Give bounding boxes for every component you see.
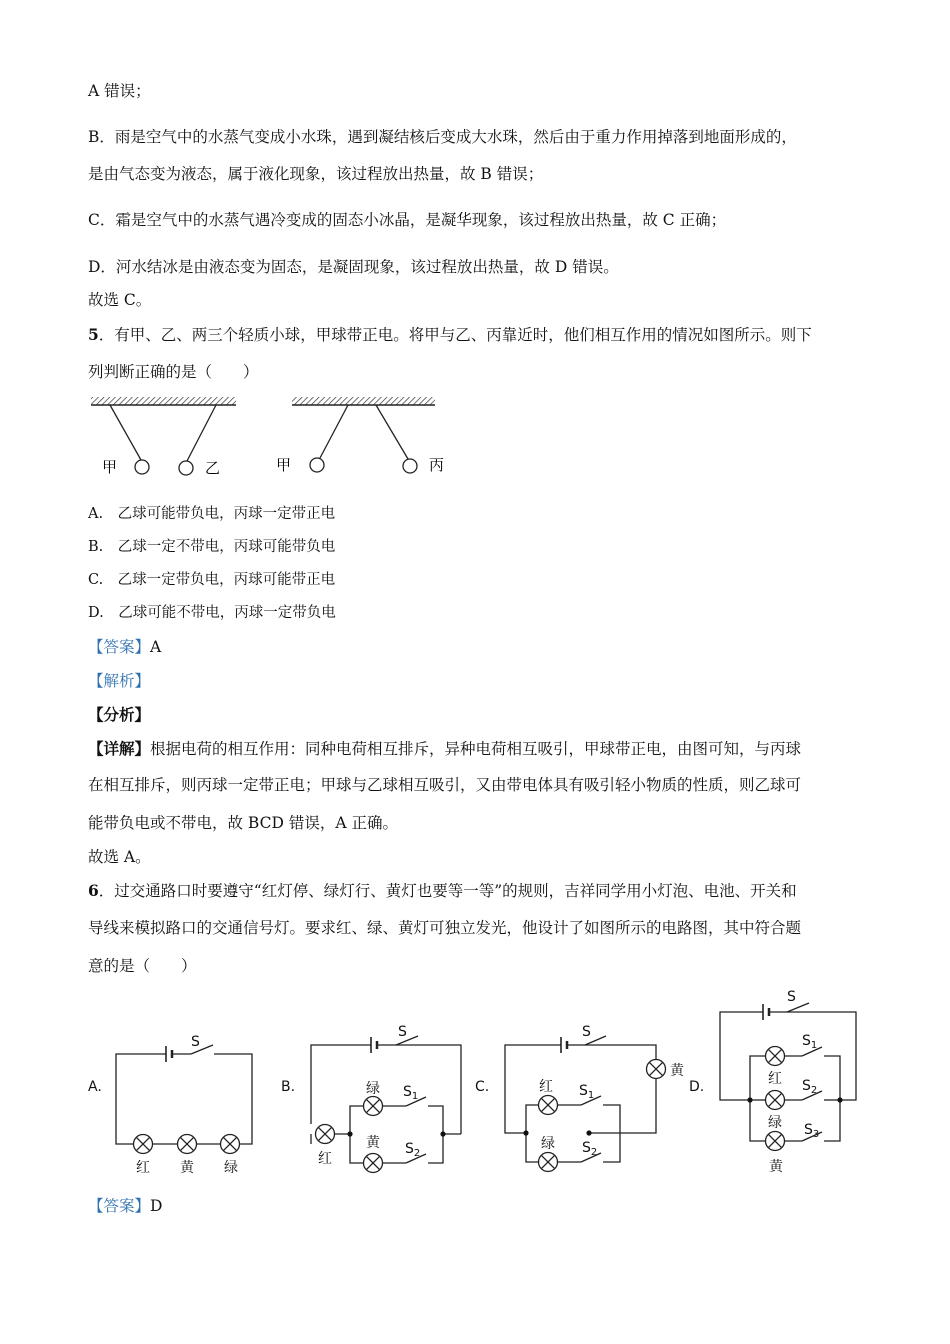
lamp-red-d xyxy=(766,1047,785,1066)
circuit-a-green: 绿 xyxy=(224,1160,238,1176)
ball-yi xyxy=(179,461,193,475)
q5-detail-line2: 在相互排斥，则丙球一定带正电；甲球与乙球相互吸引，又由带电体具有吸引轻小物质的性质，则乙球可 xyxy=(88,776,802,794)
circuit-c-letter: C. xyxy=(475,1079,490,1095)
circuit-c-switch: S xyxy=(582,1024,591,1040)
circuit-a xyxy=(116,1045,252,1144)
ball-bing xyxy=(403,459,417,473)
q5-answer: 【答案】A xyxy=(88,638,162,656)
lamp-green-a xyxy=(221,1135,240,1154)
circuit-d-s2: $S_2$ xyxy=(802,1078,818,1096)
q6-stem-line3: 意的是（ ） xyxy=(88,957,197,975)
lamp-green-b xyxy=(364,1097,383,1116)
lamp-green-d xyxy=(766,1091,785,1110)
q5-fenxi-label: 【分析】 xyxy=(88,705,151,724)
q5-conclusion: 故选 A。 xyxy=(88,848,151,866)
circuit-d-yellow: 黄 xyxy=(769,1159,783,1175)
q5-detail-line1: 【详解】根据电荷的相互作用：同种电荷相互排斥，异种电荷相互吸引，甲球带正电，由图可知，与丙球 xyxy=(88,739,802,758)
prev-c-line: C．霜是空气中的水蒸气遇冷变成的固态小冰晶，是凝华现象，该过程放出热量，故 C 正确； xyxy=(88,211,727,229)
q5-answer-value: A xyxy=(150,638,162,656)
lamp-yellow-c xyxy=(647,1060,666,1079)
circuit-a-yellow: 黄 xyxy=(180,1160,194,1176)
circuit-c xyxy=(505,1036,656,1162)
circuit-c-s1: $S_1$ xyxy=(579,1083,595,1101)
q5-detail-line3: 能带负电或不带电，故 BCD 错误，A 正确。 xyxy=(88,814,398,832)
circuit-b-switch: S xyxy=(398,1024,407,1040)
label-bing: 丙 xyxy=(429,456,445,474)
prev-a-tail: A 错误； xyxy=(88,82,151,100)
label-jia-left: 甲 xyxy=(102,458,118,476)
lamp-yellow-a xyxy=(178,1135,197,1154)
q6-answer-value: D xyxy=(150,1197,163,1215)
circuit-c-s2: $S_2$ xyxy=(582,1140,598,1158)
q5-stem-line2: 列判断正确的是（ ） xyxy=(88,363,259,381)
circuit-d-letter: D. xyxy=(689,1079,705,1095)
q6-answer: 【答案】D xyxy=(88,1197,163,1215)
circuit-b xyxy=(311,1036,461,1163)
circuit-d-red: 红 xyxy=(768,1071,782,1087)
circuit-c-yellow: 黄 xyxy=(670,1063,684,1079)
q5-option-c: C. 乙球一定带负电，丙球可能带正电 xyxy=(88,572,336,588)
circuit-a-letter: A. xyxy=(88,1079,102,1095)
q5-option-d: D. 乙球可能不带电，丙球一定带负电 xyxy=(88,605,336,621)
circuit-d-switch: S xyxy=(787,989,796,1005)
q6-stem-line1: 6．过交通路口时要遵守“红灯停、绿灯行、黄灯也要等一等”的规则，吉祥同学用小灯泡、电池、开关和 xyxy=(88,881,797,900)
lamp-red-a xyxy=(134,1135,153,1154)
prev-b-line2: 是由气态变为液态，属于液化现象，该过程放出热量，故 B 错误； xyxy=(88,165,544,183)
q5-number: 5 xyxy=(88,325,99,344)
circuit-a-switch: S xyxy=(191,1034,200,1050)
ceiling-left xyxy=(91,397,236,405)
lamp-yellow-b xyxy=(364,1154,383,1173)
q6-number: 6 xyxy=(88,881,99,900)
circuit-b-red: 红 xyxy=(318,1151,332,1167)
circuit-b-letter: B. xyxy=(281,1079,296,1095)
q6-stem-line2: 导线来模拟路口的交通信号灯。要求红、绿、黄灯可独立发光，他设计了如图所示的电路图，其中符合题 xyxy=(88,919,802,937)
ball-jia-right xyxy=(310,458,324,472)
lamp-yellow-d xyxy=(766,1132,785,1151)
circuit-a-red: 红 xyxy=(136,1160,150,1176)
q6-circuits xyxy=(0,980,950,1180)
lamp-red-b xyxy=(316,1125,335,1144)
q5-stem-line1: 5．有甲、乙、两三个轻质小球，甲球带正电。将甲与乙、丙靠近时，他们相互作用的情况如图所示。则下 xyxy=(88,325,812,344)
prev-d-line: D．河水结冰是由液态变为固态，是凝固现象，该过程放出热量，故 D 错误。 xyxy=(88,258,619,276)
lamp-green-c xyxy=(539,1153,558,1172)
q5-figure xyxy=(88,390,458,485)
q5-option-b: B. 乙球一定不带电，丙球可能带负电 xyxy=(88,539,336,555)
prev-b-line1: B．雨是空气中的水蒸气变成小水珠，遇到凝结核后变成大水珠，然后由于重力作用掉落到地面形成的， xyxy=(88,128,797,146)
q5-analysis-label: 【解析】 xyxy=(88,672,151,690)
prev-conclusion: 故选 C。 xyxy=(88,291,152,309)
lamp-red-c xyxy=(539,1096,558,1115)
q5-option-a: A. 乙球可能带负电，丙球一定带正电 xyxy=(88,506,336,522)
circuit-d-green: 绿 xyxy=(768,1115,782,1131)
circuit-c-red: 红 xyxy=(539,1079,553,1095)
circuit-b-s1: $S_1$ xyxy=(403,1084,419,1102)
ceiling-right xyxy=(292,397,435,405)
label-jia-right: 甲 xyxy=(276,456,292,474)
ball-jia-left xyxy=(135,460,149,474)
circuit-b-yellow: 黄 xyxy=(366,1135,380,1151)
circuit-b-green: 绿 xyxy=(366,1081,380,1097)
circuit-c-green: 绿 xyxy=(541,1136,555,1152)
circuit-d xyxy=(720,1003,856,1141)
circuit-b-s2: $S_2$ xyxy=(405,1141,421,1159)
circuit-d-s1: $S_1$ xyxy=(802,1033,818,1051)
label-yi: 乙 xyxy=(205,459,221,477)
circuit-d-s3: $S_3$ xyxy=(804,1122,820,1140)
